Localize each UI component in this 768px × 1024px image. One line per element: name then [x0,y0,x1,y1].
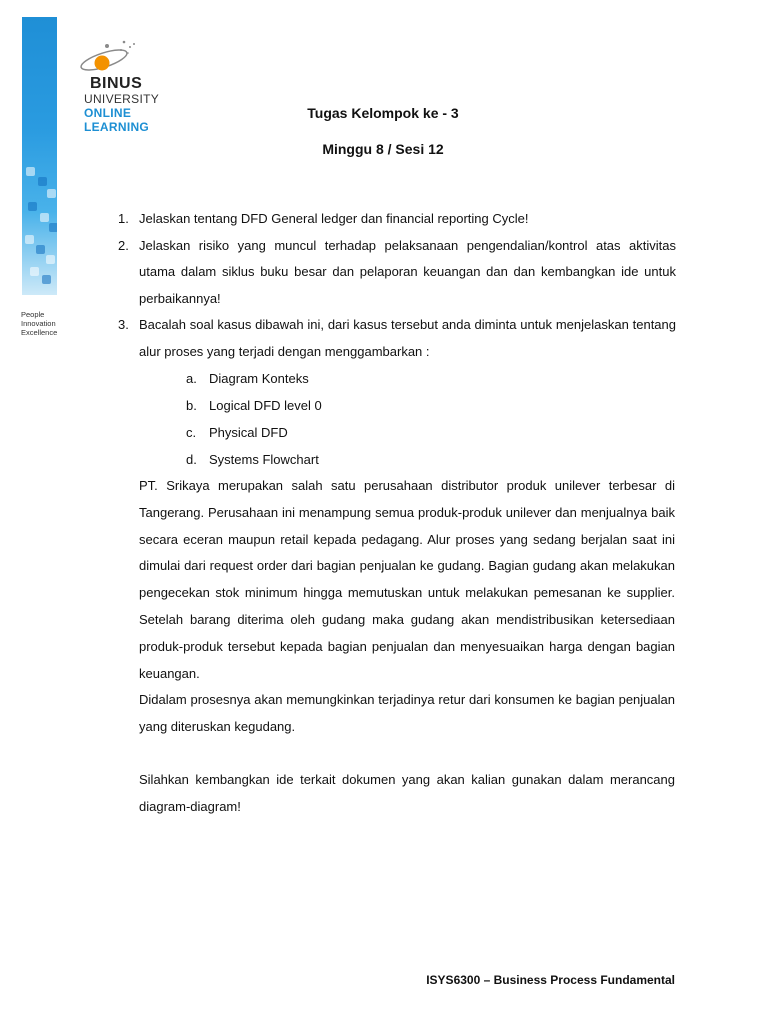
tagline [21,310,81,337]
question-list [118,206,676,473]
case-paragraph: Didalam prosesnya akan memungkinkan terjadinya retur dari konsumen ke bagian penjualan yang diteruskan kegudang. [139,692,675,734]
question-number: 2. [118,237,129,253]
sub-item-text: Diagram Konteks [209,371,309,386]
tagline-line: Excellence [21,328,58,337]
page-title: Tugas Kelompok ke - 3 [307,105,459,121]
sub-item [139,365,676,392]
question-item [118,233,676,313]
logo-online: ONLINE [84,106,132,120]
question-number: 3. [118,317,129,332]
tagline-line: Innovation [21,319,56,328]
logo-emblem-icon [74,36,194,78]
question-text: Jelaskan risiko yang muncul terhadap pelaksanaan pengendalian/kontrol atas aktivitas utama dalam siklus buku besar dan pelaporan keuangan dan dan kembangkan ide untuk perbaikannya! [139,237,676,306]
case-paragraph: PT. Srikaya merupakan salah satu perusahaan distributor produk unilever terbesar di Tangerang. Perusahaan ini menampung semua produk-produk unilever dan menjualnya baik secara eceran maupun retail kepada pedagang. Alur proses yang sedang berjalan saat ini dimulai dari request order dari bagian penjualan ke gudang. Bagian gudang akan melakukan pengecekan stok minimum hingga memutuskan untuk melakukan pemesanan ke supplier. Setelah barang diterima oleh gudang maka gudang akan mendistribusikan ketersediaan produk-produk tersebut kepada bagian penjualan dan menyesuaikan harga dengan bagian keuangan. [139,478,675,681]
page-subtitle: Minggu 8 / Sesi 12 [322,141,444,157]
logo-brand: BINUS [90,75,143,92]
binus-logo [74,36,194,136]
sub-item-text: Physical DFD [209,425,288,440]
footer-course: ISYS6300 – Business Process Fundamental [426,973,675,987]
question-text: Bacalah soal kasus dibawah ini, dari kasus tersebut anda diminta untuk menjelaskan tentang alur proses yang terjadi dengan menggambarkan : [139,317,676,359]
logo-university: UNIVERSITY [84,92,160,106]
instruction-paragraph: Silahkan kembangkan ide terkait dokumen yang akan kalian gunakan dalam merancang diagram-diagram! [139,772,675,814]
sub-item [139,392,676,419]
sub-item-letter: c. [186,425,197,440]
question-text: Jelaskan tentang DFD General ledger dan financial reporting Cycle! [139,211,529,226]
sub-item-text: Logical DFD level 0 [209,398,322,413]
question-number: 1. [118,211,129,226]
sub-item [139,446,676,473]
question-item [118,312,676,473]
logo-learning: LEARNING [84,120,150,134]
sub-item [139,419,676,446]
tagline-line: People [21,310,45,319]
sub-item-letter: d. [186,452,197,467]
sub-item-list [139,365,676,473]
question-item [118,206,676,233]
sub-item-text: Systems Flowchart [209,452,319,467]
sub-item-letter: a. [186,371,197,386]
sub-item-letter: b. [186,398,197,413]
